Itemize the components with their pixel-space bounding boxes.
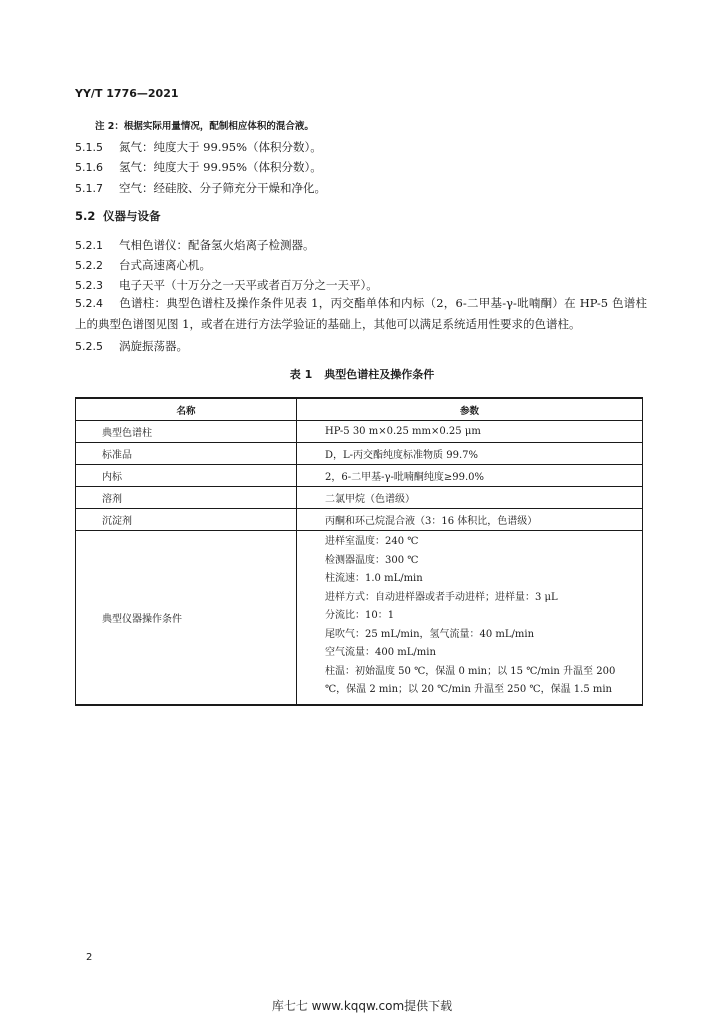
condition-item: 分流比：10：1	[325, 610, 395, 621]
row-value: 2，6-二甲基-γ-吡喃酮纯度≥99.0%	[297, 465, 643, 487]
table-caption	[0, 366, 724, 382]
section-number: 5.2	[75, 209, 96, 223]
clause-5-2-1	[75, 237, 315, 253]
row-name: 沉淀剂	[76, 509, 297, 531]
clause-number: 5.2.1	[75, 239, 103, 252]
section-title: 仪器与设备	[103, 209, 161, 223]
row-value: D，L-丙交酯纯度标准物质 99.7%	[297, 443, 643, 465]
clause-number: 5.1.5	[75, 141, 103, 154]
clause-5-1-6	[75, 159, 322, 175]
conditions-table	[75, 397, 643, 706]
header-name: 名称	[76, 398, 297, 421]
row-value: HP-5 30 m×0.25 mm×0.25 μm	[297, 421, 643, 443]
clause-5-2-4	[75, 293, 647, 334]
clause-text: 台式高速离心机。	[119, 258, 211, 272]
row-value: 二氯甲烷（色谱级）	[297, 487, 643, 509]
table-row-conditions	[76, 531, 643, 705]
clause-text: 气相色谱仪：配备氢火焰离子检测器。	[119, 238, 315, 252]
clause-5-2-3	[75, 277, 378, 293]
clause-text: 空气：经硅胶、分子筛充分干燥和净化。	[119, 181, 326, 195]
table-row	[76, 421, 643, 443]
condition-item: 进样室温度：240 ℃	[325, 536, 419, 547]
row-value: 丙酮和环己烷混合液（3：16 体积比，色谱级）	[297, 509, 643, 531]
row-name: 典型仪器操作条件	[76, 531, 297, 705]
row-name: 溶剂	[76, 487, 297, 509]
row-name: 标准品	[76, 443, 297, 465]
clause-number: 5.2.2	[75, 259, 103, 272]
table-row	[76, 465, 643, 487]
condition-item-column-temp: 柱温：初始温度 50 ℃，保温 0 min；以 15 ℃/min 升温至 200 ℃，保温 2 min；以 20 ℃/min 升温至 250 ℃，保温 1.5 min	[325, 665, 616, 695]
clause-text: 氮气：纯度大于 99.95%（体积分数）。	[119, 140, 322, 154]
clause-text: 色谱柱：典型色谱柱及操作条件见表 1，丙交酯单体和内标（2，6-二甲基-γ-吡喃酮）在 HP-5 色谱柱上的典型色谱图见图 1，或者在进行方法学验证的基础上，其他可以满足系统适用性要求的色谱柱。	[75, 296, 647, 331]
row-name: 内标	[76, 465, 297, 487]
table-row	[76, 487, 643, 509]
clause-5-2-5	[75, 338, 188, 354]
clause-5-2-2	[75, 257, 211, 273]
clause-number: 5.2.4	[75, 297, 103, 310]
section-heading-5-2	[75, 208, 161, 224]
clause-text: 电子天平（十万分之一天平或者百万分之一天平）。	[119, 278, 378, 292]
header-parameter: 参数	[297, 398, 643, 421]
condition-item: 空气流量：400 mL/min	[325, 647, 436, 658]
clause-5-1-7	[75, 180, 326, 196]
page-number: 2	[86, 952, 93, 963]
condition-item: 尾吹气：25 mL/min，氢气流量：40 mL/min	[325, 628, 535, 640]
table-title: 典型色谱柱及操作条件	[324, 368, 435, 381]
table-row	[76, 509, 643, 531]
clause-5-1-5	[75, 139, 322, 155]
conditions-list	[297, 531, 643, 705]
clause-number: 5.1.6	[75, 161, 103, 174]
condition-item: 检测器温度：300 ℃	[325, 554, 419, 566]
condition-item: 进样方式：自动进样器或者手动进样；进样量：3 μL	[325, 591, 558, 603]
table-row	[76, 443, 643, 465]
footer-watermark: 库七七 www.kqqw.com提供下载	[271, 999, 453, 1013]
standard-code: YY/T 1776—2021	[75, 87, 179, 100]
condition-item: 柱流速：1.0 mL/min	[325, 573, 423, 584]
clause-number: 5.2.5	[75, 340, 103, 353]
table-number: 表 1	[289, 368, 313, 381]
clause-number: 5.1.7	[75, 182, 103, 195]
clause-text: 涡旋振荡器。	[119, 339, 188, 353]
clause-number: 5.2.3	[75, 279, 103, 292]
clause-text: 氢气：纯度大于 99.95%（体积分数）。	[119, 160, 322, 174]
table-header-row	[76, 398, 643, 421]
row-name: 典型色谱柱	[76, 421, 297, 443]
note-2: 注 2：根据实际用量情况，配制相应体积的混合液。	[95, 121, 314, 132]
